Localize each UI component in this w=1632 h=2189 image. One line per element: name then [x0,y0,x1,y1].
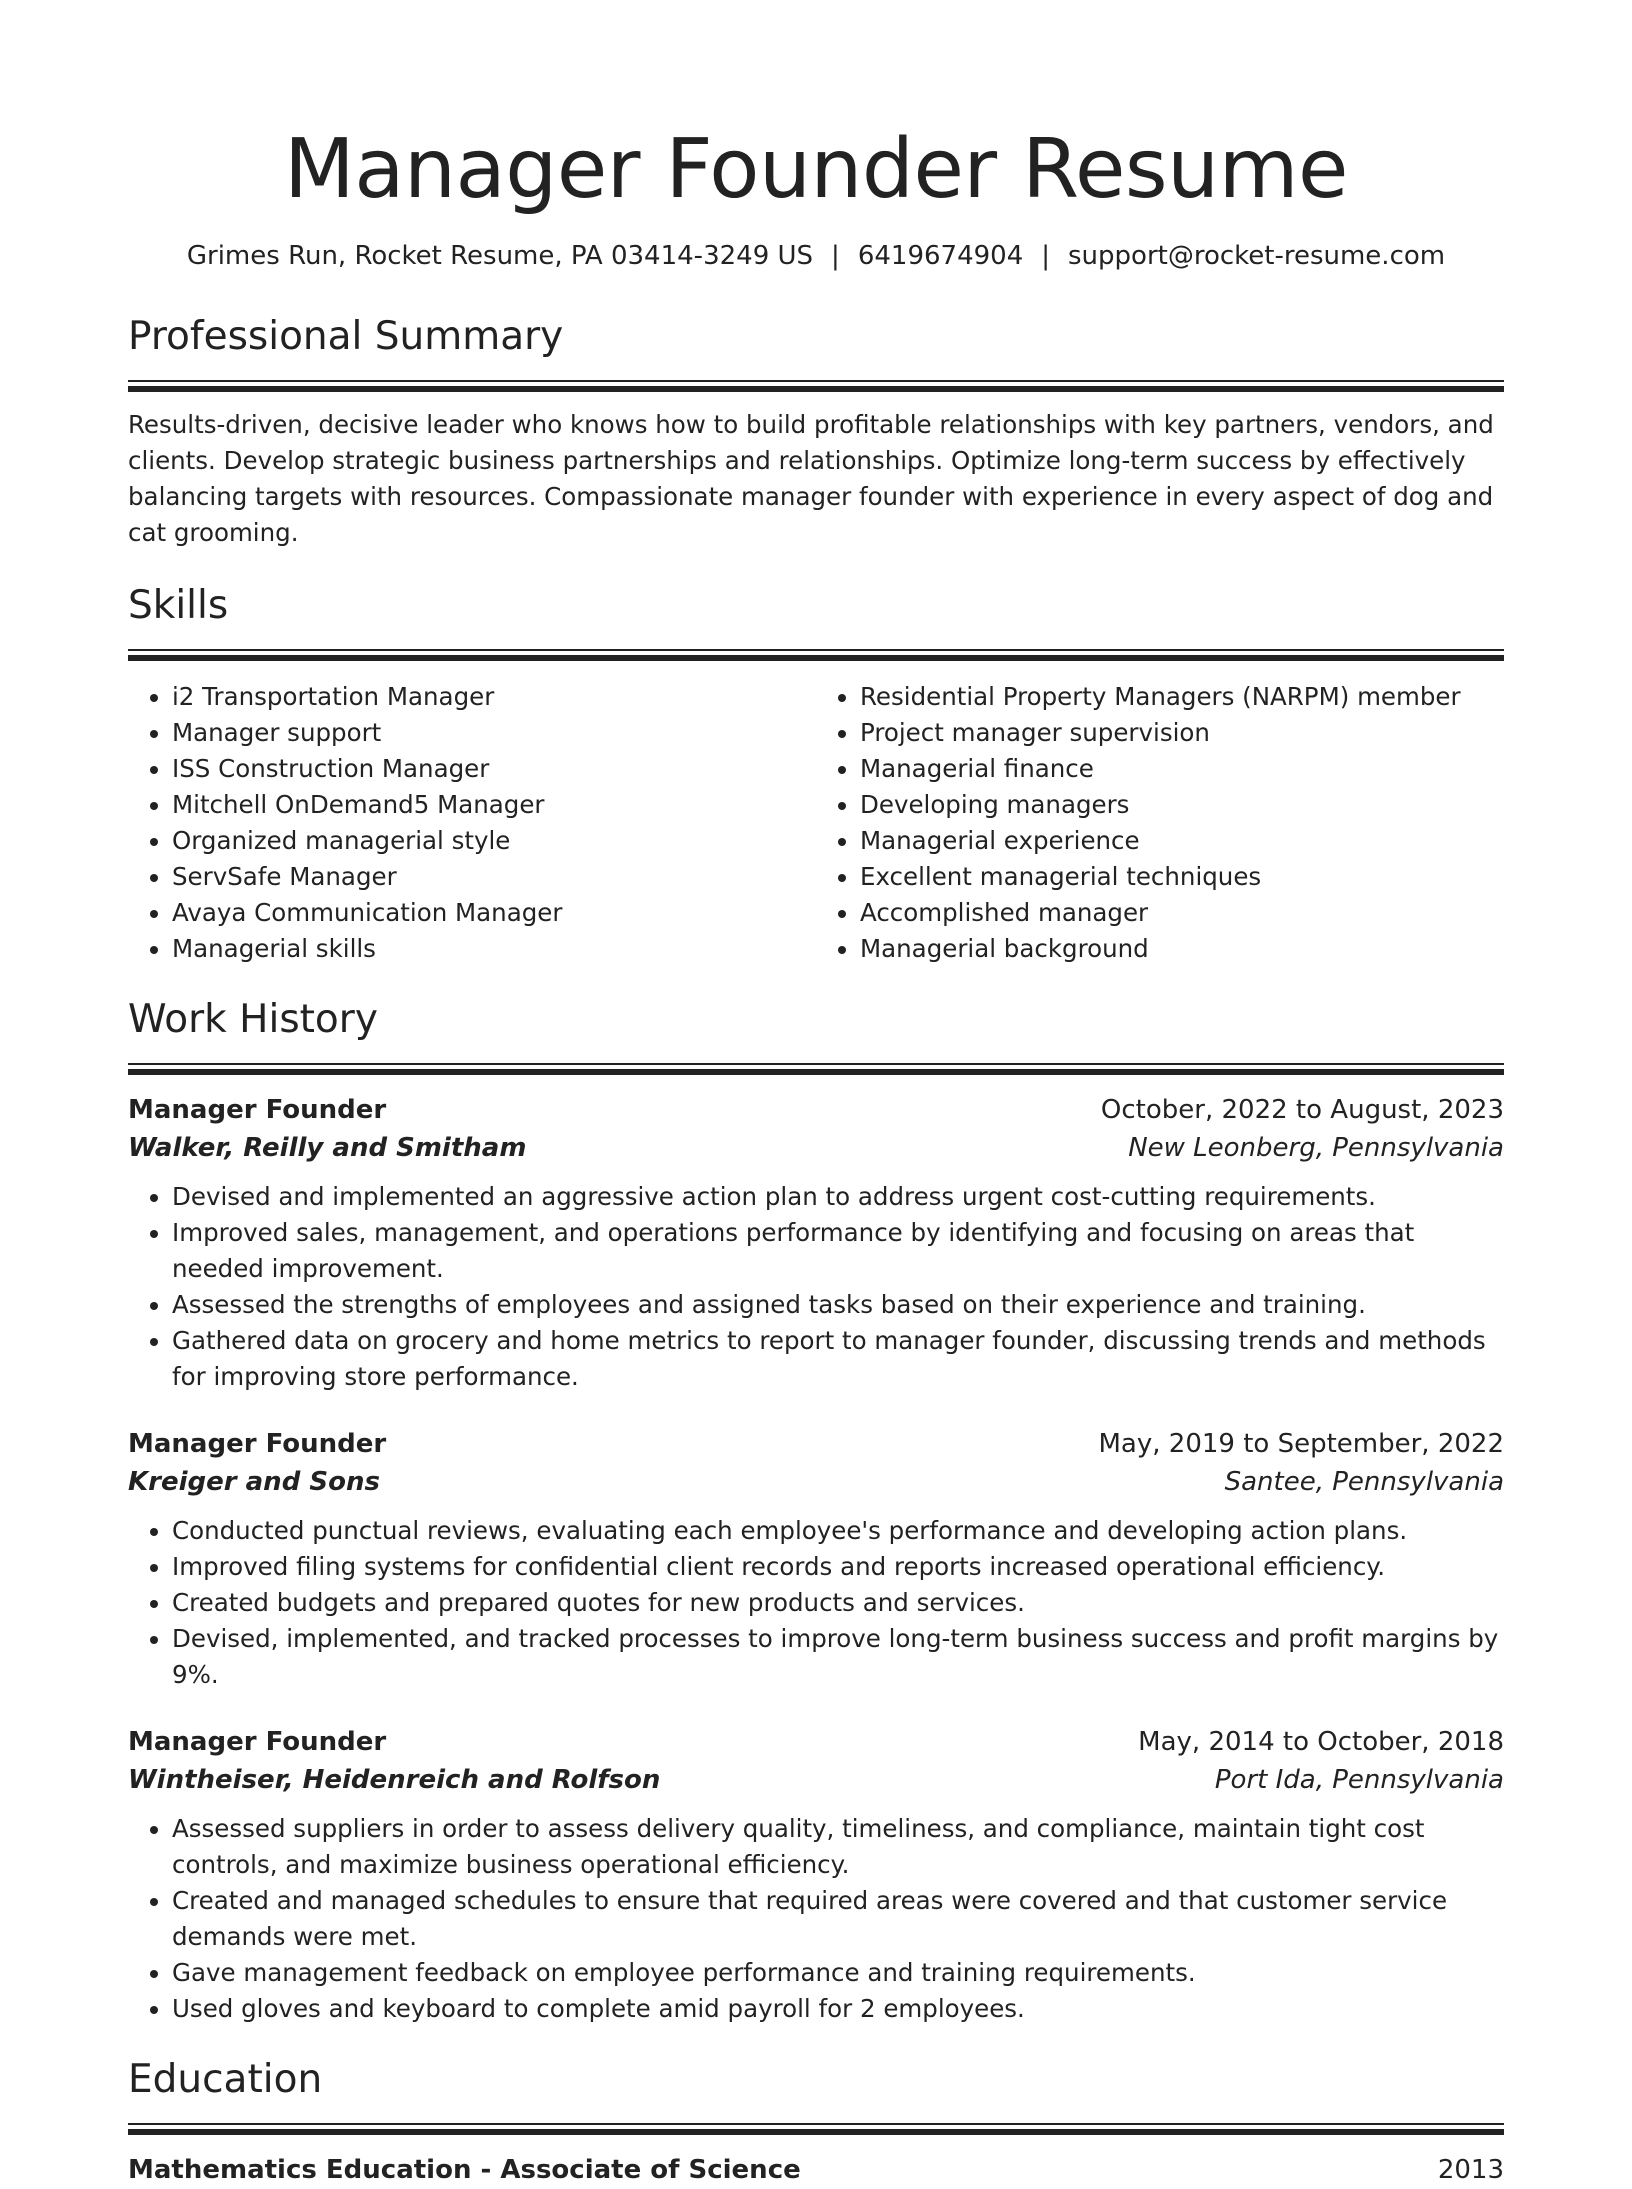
contact-separator: | [831,241,840,271]
skill-item: • Manager support [172,715,816,751]
job-dates: May, 2014 to October, 2018 [1138,1727,1504,1757]
job-bullets [128,1811,1504,2027]
job-bullet: • Assessed suppliers in order to assess delivery quality, timeliness, and compliance, maintain tight cost controls, and maximize business operational efficiency. [172,1811,1504,1883]
work-heading: Work History [128,997,378,1042]
skill-item: • Avaya Communication Manager [172,895,816,931]
job-bullet: • Created budgets and prepared quotes for new products and services. [172,1585,1504,1621]
contact-address: Grimes Run, Rocket Resume, PA 03414-3249 US [186,241,814,271]
job-dates: October, 2022 to August, 2023 [1100,1095,1504,1125]
skill-item: • Residential Property Managers (NARPM) member [860,679,1504,715]
job-company: Walker, Reilly and Smitham [128,1133,527,1163]
job-bullet: • Devised and implemented an aggressive action plan to address urgent cost-cutting requirements. [172,1179,1504,1215]
job-bullet: • Created and managed schedules to ensure that required areas were covered and that customer service demands were met. [172,1883,1504,1955]
job-entry [128,1723,1504,2027]
skill-item: • Managerial experience [860,823,1504,859]
skill-item: • Mitchell OnDemand5 Manager [172,787,816,823]
job-subheader [128,1129,1504,1167]
skill-item: • Managerial skills [172,931,816,967]
job-header [128,1723,1504,1761]
skill-item: • Managerial finance [860,751,1504,787]
skills-columns [128,679,1504,967]
skill-item: • Developing managers [860,787,1504,823]
job-bullets [128,1179,1504,1395]
summary-text: Results-driven, decisive leader who knows how to build profitable relationships with key partners, vendors, and clients. Develop strategic business partnerships and relationships. Optimize long-term success by effectively balancing targets with resources. Compassionate manager founder with experience in every aspect of dog and cat grooming. [128,410,1494,547]
skills-list-right [816,679,1504,967]
job-bullet: • Improved sales, management, and operations performance by identifying and focusing on areas that needed improvement. [172,1215,1504,1287]
section-divider [128,649,1504,661]
education-section [128,2055,1504,2189]
job-entry [128,1091,1504,1395]
skill-item: • ServSafe Manager [172,859,816,895]
education-entry [128,2151,1504,2189]
job-bullets [128,1513,1504,1693]
skills-section [128,581,1504,967]
skill-item: • Managerial background [860,931,1504,967]
contact-separator: | [1041,241,1050,271]
education-degree: Mathematics Education - Associate of Science [128,2155,801,2185]
job-location: Santee, Pennsylvania [1224,1467,1504,1497]
contact-email: support@rocket-resume.com [1068,241,1446,271]
education-year: 2013 [1437,2155,1504,2185]
job-company: Kreiger and Sons [128,1467,380,1497]
job-location: New Leonberg, Pennsylvania [1128,1133,1504,1163]
job-title: Manager Founder [128,1095,387,1125]
skill-item: • Excellent managerial techniques [860,859,1504,895]
skill-item: • Project manager supervision [860,715,1504,751]
skill-item: • i2 Transportation Manager [172,679,816,715]
job-bullet: • Gathered data on grocery and home metrics to report to manager founder, discussing trends and methods for improving store performance. [172,1323,1504,1395]
job-bullet: • Devised, implemented, and tracked processes to improve long-term business success and profit margins by 9%. [172,1621,1504,1693]
job-header [128,1091,1504,1129]
section-divider [128,2123,1504,2135]
summary-section [128,312,1504,551]
job-bullet: • Improved filing systems for confidential client records and reports increased operational efficiency. [172,1549,1504,1585]
job-title: Manager Founder [128,1727,387,1757]
job-location: Port Ida, Pennsylvania [1214,1765,1504,1795]
job-company: Wintheiser, Heidenreich and Rolfson [128,1765,661,1795]
section-divider [128,1063,1504,1075]
skills-heading: Skills [128,583,229,628]
job-subheader [128,1463,1504,1501]
section-divider [128,380,1504,392]
contact-line [128,238,1504,274]
job-title: Manager Founder [128,1429,387,1459]
job-header [128,1425,1504,1463]
skill-item: • Organized managerial style [172,823,816,859]
resume-name: Manager Founder Resume [284,122,1348,217]
job-entry [128,1425,1504,1693]
skill-item: • ISS Construction Manager [172,751,816,787]
education-heading: Education [128,2057,323,2102]
skills-list-left [128,679,816,967]
job-bullet: • Gave management feedback on employee performance and training requirements. [172,1955,1504,1991]
job-bullet: • Conducted punctual reviews, evaluating each employee's performance and developing action plans. [172,1513,1504,1549]
skill-item: • Accomplished manager [860,895,1504,931]
job-bullet: • Assessed the strengths of employees and assigned tasks based on their experience and training. [172,1287,1504,1323]
job-bullet: • Used gloves and keyboard to complete amid payroll for 2 employees. [172,1991,1504,2027]
contact-phone: 6419674904 [857,241,1024,271]
job-dates: May, 2019 to September, 2022 [1098,1429,1504,1459]
work-section [128,995,1504,2027]
job-subheader [128,1761,1504,1799]
summary-heading: Professional Summary [128,314,564,359]
